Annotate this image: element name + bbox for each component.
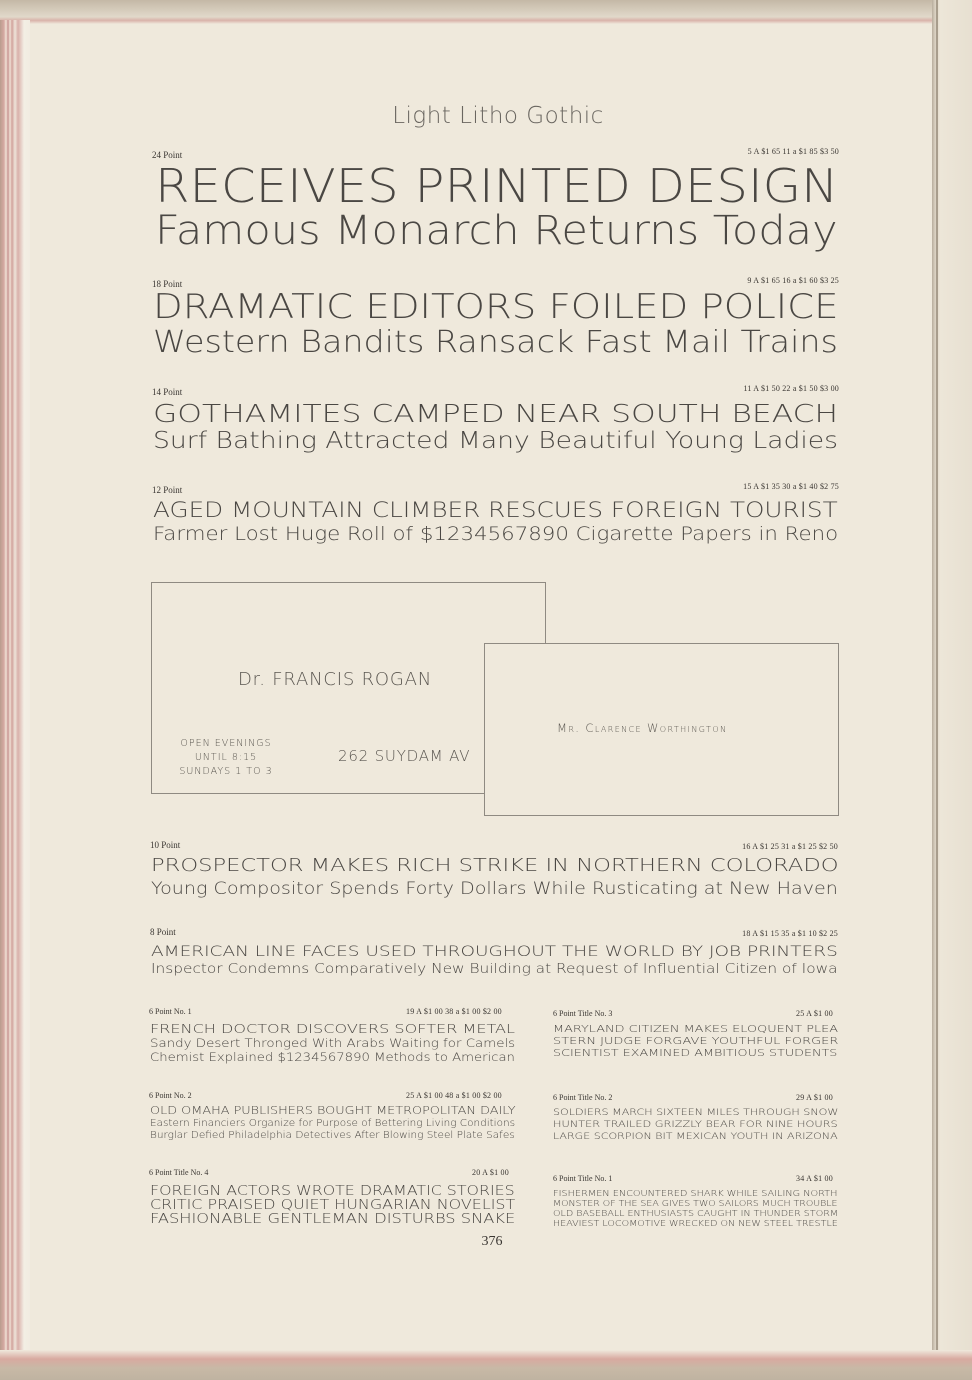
specimen-6pt-no1-line: FRENCH DOCTOR DISCOVERS SOFTER METAL bbox=[150, 1021, 515, 1036]
specimen-6pt-title3-line: SCIENTIST EXAMINED AMBITIOUS STUDENTS bbox=[553, 1048, 838, 1059]
specimen-6pt-no1-line: Sandy Desert Thronged With Arabs Waiting for Camels bbox=[150, 1036, 516, 1050]
card-hours-line: SUNDAYS 1 TO 3 bbox=[179, 766, 273, 777]
specimen-6pt-no2-line: OLD OMAHA PUBLISHERS BOUGHT METROPOLITAN DAILY bbox=[150, 1105, 516, 1117]
price-14pt: 11 A $1 50 22 a $1 50 $3 00 bbox=[743, 384, 839, 393]
size-label-6pt-title1: 6 Point Title No. 1 bbox=[553, 1174, 613, 1183]
specimen-6pt-title4-line: FOREIGN ACTORS WROTE DRAMATIC STORIES bbox=[150, 1184, 515, 1199]
specimen-6pt-title1-line: MONSTER OF THE SEA GIVES TWO SAILORS MUCH TROUBLE bbox=[553, 1199, 838, 1208]
book-top-edge bbox=[0, 0, 972, 24]
specimen-6pt-title2-line: SOLDIERS MARCH SIXTEEN MILES THROUGH SNOW bbox=[553, 1108, 839, 1118]
card2-name: Mr. Clarence Worthington bbox=[557, 721, 728, 735]
size-label-12pt: 12 Point bbox=[152, 485, 183, 495]
specimen-6pt-title2-line: LARGE SCORPION BIT MEXICAN YOUTH IN ARIZONA bbox=[553, 1132, 838, 1142]
page-title: Light Litho Gothic bbox=[392, 103, 604, 129]
size-label-10pt: 10 Point bbox=[150, 840, 181, 850]
specimen-6pt-title1-line: FISHERMEN ENCOUNTERED SHARK WHILE SAILING NORTH bbox=[553, 1189, 838, 1198]
specimen-10pt-caps: PROSPECTOR MAKES RICH STRIKE IN NORTHERN COLORADO bbox=[151, 855, 839, 876]
price-6pt-title1: 34 A $1 00 bbox=[796, 1174, 833, 1183]
specimen-8pt-lower: Inspector Condemns Comparatively New Building at Request of Influential Citizen of Iowa bbox=[151, 961, 838, 977]
specimen-6pt-title3-line: MARYLAND CITIZEN MAKES ELOQUENT PLEA bbox=[553, 1024, 839, 1035]
size-label-24pt: 24 Point bbox=[152, 150, 183, 160]
book-spine bbox=[936, 0, 938, 1380]
book-left-edge bbox=[0, 20, 30, 1360]
specimen-24pt-lower: Famous Monarch Returns Today bbox=[155, 208, 838, 254]
size-label-14pt: 14 Point bbox=[152, 387, 183, 397]
card-name bbox=[238, 669, 432, 690]
specimen-6pt-no2-line: Burglar Defied Philadelphia Detectives After Blowing Steel Plate Safes bbox=[150, 1130, 515, 1141]
business-card-worthington bbox=[484, 643, 839, 816]
specimen-14pt-caps: GOTHAMITES CAMPED NEAR SOUTH BEACH bbox=[153, 399, 839, 428]
card-hours-line: OPEN EVENINGS bbox=[180, 738, 272, 749]
price-24pt: 5 A $1 65 11 a $1 85 $3 50 bbox=[747, 147, 839, 156]
size-label-8pt: 8 Point bbox=[150, 927, 176, 937]
price-8pt: 18 A $1 15 35 a $1 10 $2 25 bbox=[742, 929, 838, 938]
specimen-24pt-caps: RECEIVES PRINTED DESIGN bbox=[155, 159, 839, 213]
card-hours bbox=[172, 737, 280, 779]
price-6pt-no2: 25 A $1 00 48 a $1 00 $2 00 bbox=[406, 1091, 502, 1100]
specimen-18pt-caps: DRAMATIC EDITORS FOILED POLICE bbox=[153, 287, 839, 327]
book-right-edge bbox=[932, 0, 972, 1380]
size-label-18pt: 18 Point bbox=[152, 279, 183, 289]
page-number: 376 bbox=[481, 1234, 503, 1249]
specimen-6pt-title4-line: FASHIONABLE GENTLEMAN DISTURBS SNAKE bbox=[150, 1212, 516, 1227]
size-label-6pt-title4: 6 Point Title No. 4 bbox=[149, 1168, 209, 1177]
specimen-18pt-lower: Western Bandits Ransack Fast Mail Trains bbox=[153, 325, 838, 360]
price-6pt-no1: 19 A $1 00 38 a $1 00 $2 00 bbox=[406, 1007, 502, 1016]
book-bottom-edge bbox=[0, 1350, 972, 1380]
card-name-prefix: Dr. bbox=[238, 669, 266, 690]
price-6pt-title3: 25 A $1 00 bbox=[796, 1009, 833, 1018]
specimen-6pt-title3-line: STERN JUDGE FORGAVE YOUTHFUL FORGER bbox=[553, 1036, 839, 1047]
specimen-12pt-lower: Farmer Lost Huge Roll of $1234567890 Cigarette Papers in Reno bbox=[153, 523, 839, 545]
specimen-6pt-title4-line: CRITIC PRAISED QUIET HUNGARIAN NOVELIST bbox=[150, 1198, 516, 1213]
specimen-6pt-no1-line: Chemist Explained $1234567890 Methods to American bbox=[150, 1050, 515, 1064]
card-name-main: FRANCIS ROGAN bbox=[272, 669, 433, 690]
specimen-14pt-lower: Surf Bathing Attracted Many Beautiful Young Ladies bbox=[153, 428, 838, 454]
card-address: 262 SUYDAM AV bbox=[338, 747, 471, 765]
price-12pt: 15 A $1 35 30 a $1 40 $2 75 bbox=[743, 482, 839, 491]
price-18pt: 9 A $1 65 16 a $1 60 $3 25 bbox=[747, 276, 839, 285]
specimen-6pt-no2-line: Eastern Financiers Organize for Purpose of Bettering Living Conditions bbox=[150, 1118, 515, 1129]
specimen-6pt-title2-line: HUNTER TRAILED GRIZZLY BEAR FOR NINE HOURS bbox=[553, 1120, 838, 1130]
specimen-10pt-lower: Young Compositor Spends Forty Dollars While Rusticating at New Haven bbox=[151, 879, 838, 899]
specimen-6pt-title1-line: OLD BASEBALL ENTHUSIASTS CAUGHT IN THUNDER STORM bbox=[553, 1209, 839, 1218]
size-label-6pt-no2: 6 Point No. 2 bbox=[149, 1091, 192, 1100]
size-label-6pt-title2: 6 Point Title No. 2 bbox=[553, 1093, 613, 1102]
specimen-8pt-caps: AMERICAN LINE FACES USED THROUGHOUT THE WORLD BY JOB PRINTERS bbox=[151, 944, 838, 960]
size-label-6pt-no1: 6 Point No. 1 bbox=[149, 1007, 192, 1016]
specimen-12pt-caps: AGED MOUNTAIN CLIMBER RESCUES FOREIGN TOURIST bbox=[153, 498, 838, 522]
specimen-6pt-title1-line: HEAVIEST LOCOMOTIVE WRECKED ON NEW STEEL TRESTLE bbox=[553, 1219, 838, 1228]
size-label-6pt-title3: 6 Point Title No. 3 bbox=[553, 1009, 613, 1018]
price-6pt-title4: 20 A $1 00 bbox=[472, 1168, 509, 1177]
price-10pt: 16 A $1 25 31 a $1 25 $2 50 bbox=[742, 842, 838, 851]
price-6pt-title2: 29 A $1 00 bbox=[796, 1093, 833, 1102]
card-hours-line: UNTIL 8:15 bbox=[194, 752, 258, 763]
